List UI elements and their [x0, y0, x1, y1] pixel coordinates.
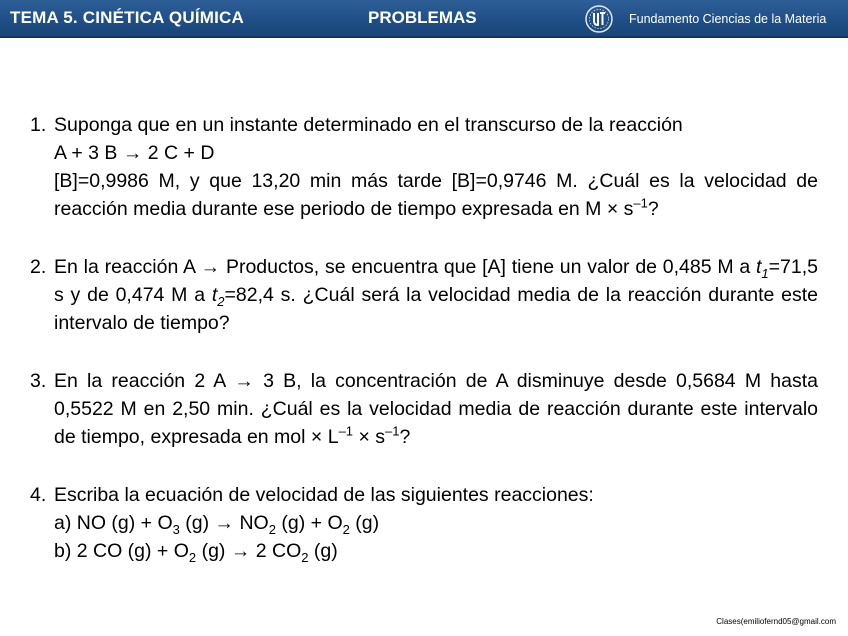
reaction-a: a) NO $(g) + O_3$ $(g) \to NO_2$ $(g) + O_2$ (g) — [54, 512, 380, 537]
problem-number: 2. — [30, 256, 47, 278]
problem-text: En la reacción A → Productos, se encuentra que [A] tiene un valor de 0,485 M a $t_1=71,5$ s y de 0,474 M a $t_2=82,4$ s. ¿Cuál será la velocidad media de la reacción durante este intervalo de tiempo? — [54, 256, 819, 334]
problem-3 — [30, 367, 818, 451]
department-name: Fundamento Ciencias de la Materia — [629, 12, 827, 26]
problem-text: [B]=0,9986 M, y que 13,20 min más tarde [B]=0,9746 M. ¿Cuál es la velocidad de reacción media durante ese periodo de tiempo expresada en $M \times s^{-1}$? — [54, 170, 818, 220]
problem-list — [30, 111, 818, 565]
university-crest-icon — [583, 4, 615, 34]
reaction-equation: A + 3 B → 2 C + D — [54, 142, 215, 164]
problem-text: En la reacción 2 A → 3 B, la concentración de A disminuye desde 0,5684 M hasta 0,5522 M en 2,50 min. ¿Cuál es la velocidad media de reacción durante este intervalo de tiempo, expresada en mol × $L^{-1} \times s^{-1}$? — [54, 370, 818, 448]
problem-2 — [30, 253, 818, 337]
problem-number: 4. — [30, 484, 47, 506]
topic-title: TEMA 5. CINÉTICA QUÍMICA — [10, 8, 244, 27]
problem-number: 3. — [30, 370, 47, 392]
header-bar — [0, 0, 848, 38]
problem-text: Suponga que en un instante determinado en el transcurso de la reacción — [54, 114, 683, 136]
problem-1 — [30, 111, 818, 223]
problem-4 — [30, 481, 818, 565]
reaction-b: b) 2 CO $(g) + O_2$ (g) → 2 $CO_2$ (g) — [54, 540, 338, 565]
contact-email: Clases(emiliofernd05@gmail.com — [716, 617, 836, 626]
problem-text: Escriba la ecuación de velocidad de las siguientes reacciones: — [54, 484, 594, 506]
problem-number: 1. — [30, 114, 47, 136]
section-title: PROBLEMAS — [368, 8, 477, 27]
